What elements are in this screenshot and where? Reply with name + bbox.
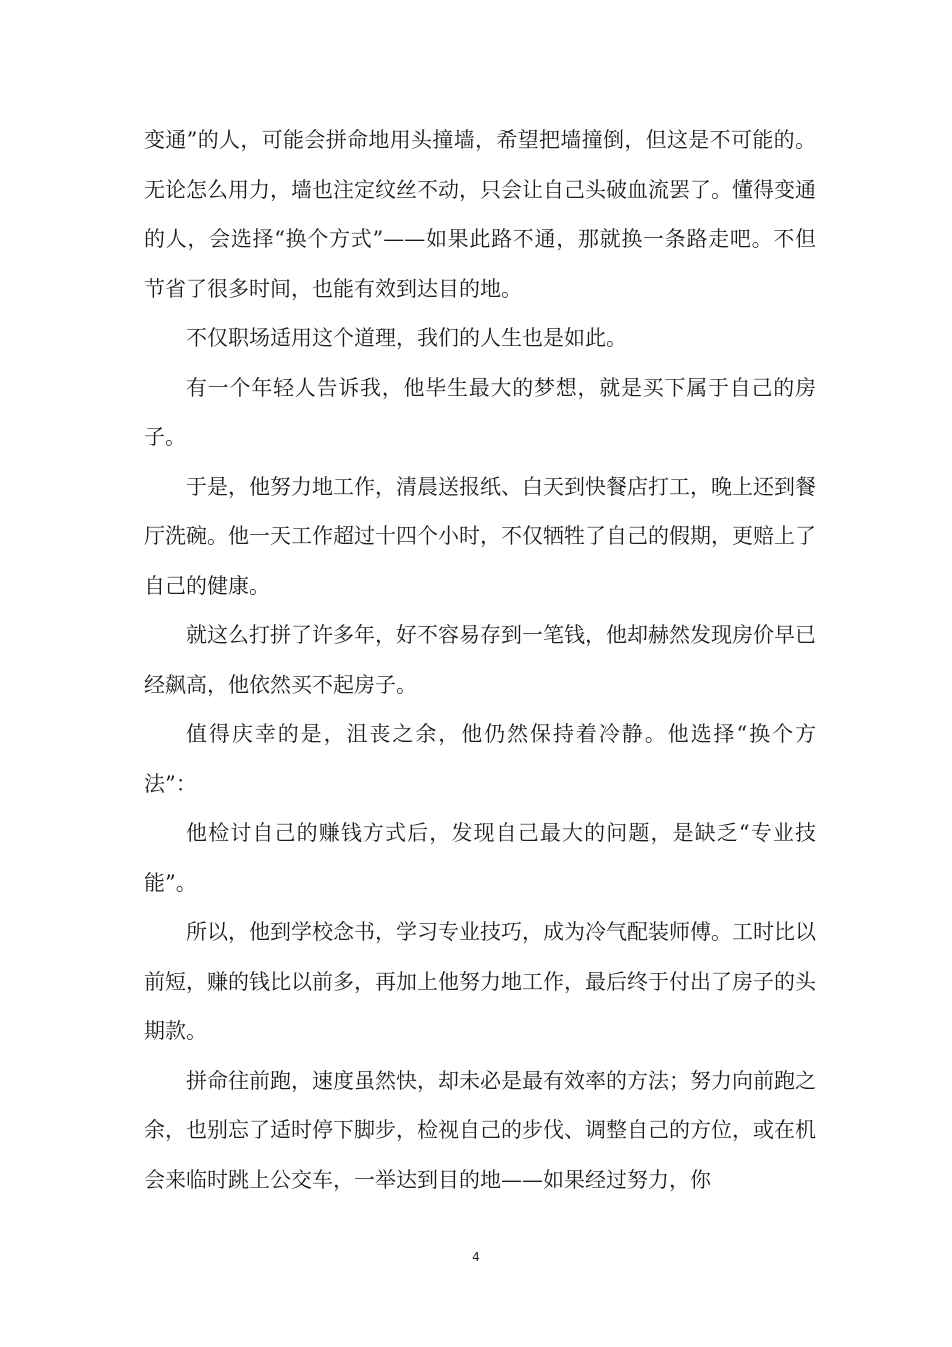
paragraph: 有一个年轻人告诉我，他毕生最大的梦想，就是买下属于自己的房子。	[144, 375, 816, 449]
paragraph: 不仅职场适用这个道理，我们的人生也是如此。	[186, 326, 627, 350]
paragraph: 值得庆幸的是，沮丧之余，他仍然保持着冷静。他选择“换个方法”：	[144, 722, 816, 796]
paragraph: 他检讨自己的赚钱方式后，发现自己最大的问题，是缺乏“专业技能”。	[144, 821, 816, 895]
paragraph: 于是，他努力地工作，清晨送报纸、白天到快餐店打工，晚上还到餐厅洗碗。他一天工作超过十四个小时，不仅牺牲了自己的假期，更赔上了自己的健康。	[144, 474, 816, 598]
page-number: 4	[472, 1250, 480, 1264]
paragraph-continuation: 变通”的人，可能会拼命地用头撞墙，希望把墙撞倒，但这是不可能的。无论怎么用力，墙也注定纹丝不动，只会让自己头破血流罢了。懂得变通的人，会选择“换个方式”——如果此路不通，那就换一条路走吧。不但节省了很多时间，也能有效到达目的地。	[144, 128, 816, 301]
paragraph: 所以，他到学校念书，学习专业技巧，成为冷气配装师傅。工时比以前短，赚的钱比以前多，再加上他努力地工作，最后终于付出了房子的头期款。	[144, 920, 816, 1043]
paragraph: 拼命往前跑，速度虽然快，却未必是最有效率的方法；努力向前跑之余，也别忘了适时停下脚步，检视自己的步伐、调整自己的方位，或在机会来临时跳上公交车，一举达到目的地——如果经过努力，你	[144, 1068, 816, 1192]
paragraph: 就这么打拼了许多年，好不容易存到一笔钱，他却赫然发现房价早已经飙高，他依然买不起房子。	[144, 623, 816, 697]
body-text	[144, 116, 816, 1205]
